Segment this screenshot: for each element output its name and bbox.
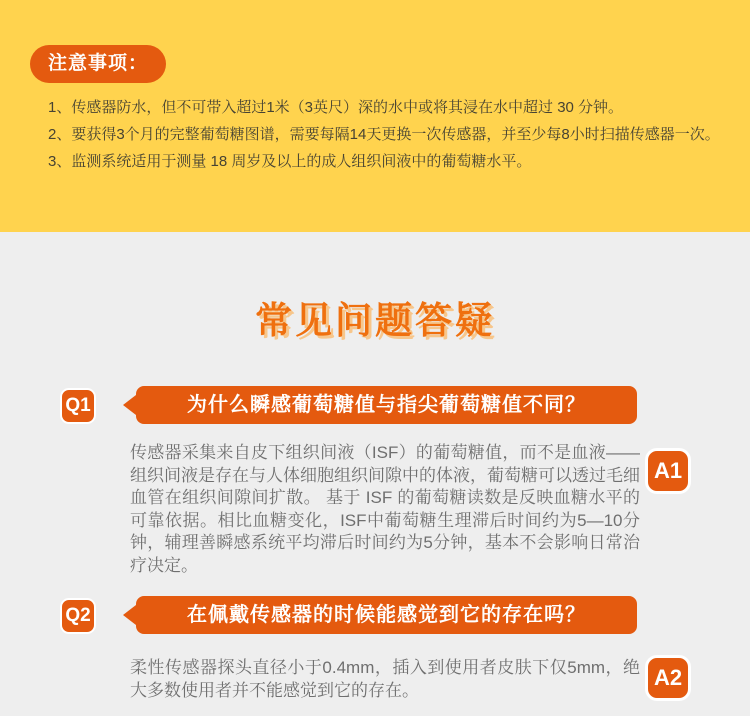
faq-title: 常见问题答疑 — [255, 300, 495, 341]
a1-badge: A1 — [645, 448, 691, 494]
q2-question-banner — [136, 596, 637, 634]
notice-item-3: 3、监测系统适用于测量 18 周岁及以上的成人组织间液中的葡萄糖水平。 — [48, 153, 532, 170]
q2-badge: Q2 — [60, 598, 96, 634]
notice-title-badge — [30, 45, 166, 83]
notice-title: 注意事项： — [48, 53, 149, 74]
q1-question-text: 为什么瞬感葡萄糖值与指尖葡萄糖值不同？ — [187, 394, 586, 416]
notice-item-2: 2、要获得3个月的完整葡萄糖图谱，需要每隔14天更换一次传感器，并至少每8小时扫描传感器一次。 — [48, 126, 720, 143]
q2-question-text: 在佩戴传感器的时候能感觉到它的存在吗？ — [187, 604, 586, 626]
notice-section — [0, 0, 750, 232]
q1-answer-text: 传感器采集来自皮下组织间液（ISF）的葡萄糖值，而不是血液——组织间液是存在与人体细胞组织间隙中的体液，葡萄糖可以透过毛细血管在组织间隙间扩散。 基于 ISF 的葡萄糖读数是反映血糖水平的可靠依据。相比血糖变化，ISF中葡萄糖生理滞后时间约为5—10分钟，辅理善瞬感系统平均滞后时间约为5分钟，基本不会影响日常治疗决定。 — [130, 443, 640, 575]
notice-list — [48, 94, 748, 175]
a2-badge: A2 — [645, 655, 691, 701]
notice-item-1: 1、传感器防水，但不可带入超过1米（3英尺）深的水中或将其浸在水中超过 30 分钟。 — [48, 99, 624, 116]
q1-question-banner — [136, 386, 637, 424]
q2-answer-text: 柔性传感器探头直径小于0.4mm，插入到使用者皮肤下仅5mm，绝大多数使用者并不能感觉到它的存在。 — [130, 658, 640, 700]
q1-badge: Q1 — [60, 388, 96, 424]
faq-section — [0, 232, 750, 716]
